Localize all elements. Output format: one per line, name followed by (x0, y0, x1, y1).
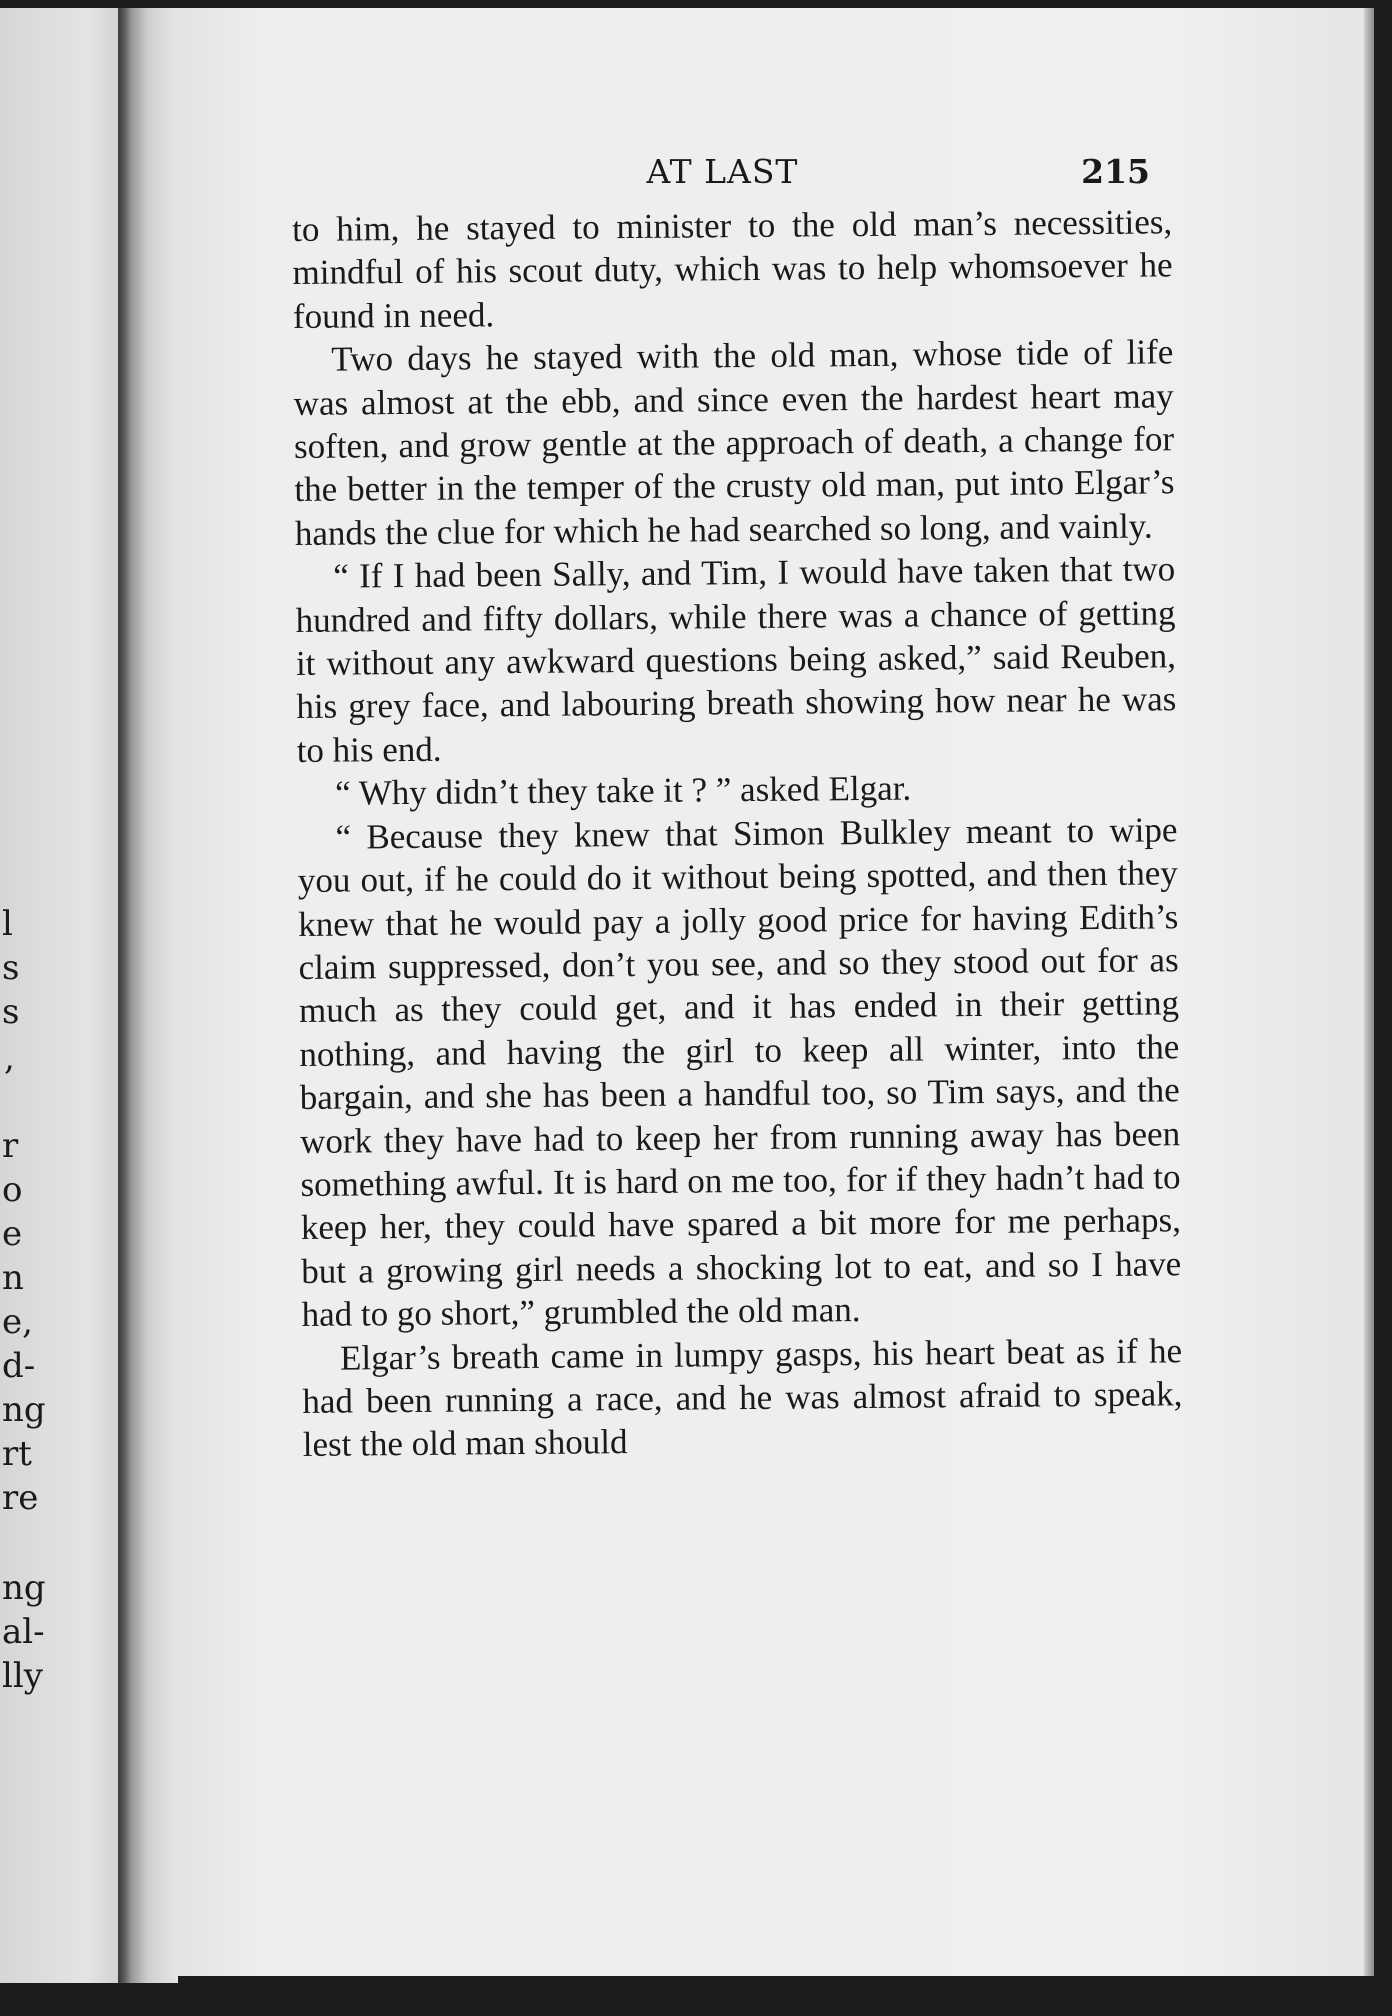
left-fragment: o (2, 1170, 23, 1210)
paragraph: “ If I had been Sally, and Tim, I would have taken that two hundred and fifty dollars, while there was a chance of getting it without any awkward questions being asked,” said Reuben, his grey face, and labouring breath showing how near he was to his end. (295, 549, 1177, 770)
left-page-text-fragments (0, 8, 125, 1983)
left-fragment: e, (2, 1302, 33, 1342)
left-fragment: s (2, 948, 20, 988)
paragraph: Elgar’s breath came in lumpy gasps, his heart beat as if he had been running a race, and he was almost afraid to speak, lest the old man should (302, 1330, 1183, 1465)
paragraph: to him, he stayed to minister to the old man’s necessities, mindful of his scout duty, which was to help whomsoever he found in need. (292, 202, 1173, 336)
left-fragment: l (2, 904, 13, 944)
book-gutter (118, 8, 178, 1983)
left-page-edge (0, 8, 125, 1983)
left-fragment: e (2, 1214, 23, 1254)
paragraph: “ Because they knew that Simon Bulkley meant to wipe you out, if he could do it without being spotted, and then they knew that he would pay a jolly good price for having Edith’s claim suppressed, don’t you see, and so they stood out for as much as they could get, and it has ended in their getting nothing, and having the girl to keep all winter, into the bargain, and she has been a handful too, so Tim says, and the work they have had to keep her from running away has been something awful. It is hard on me too, for if they hadn’t had to keep her, they could have spared a bit more for me perhaps, but a growing girl needs a shocking lot to eat, and so I have had to go short,” grumbled the old man. (297, 809, 1182, 1335)
page-number: 215 (1081, 152, 1150, 191)
left-fragment: re (2, 1478, 39, 1518)
right-page-edge (1364, 8, 1374, 1976)
left-fragment: d- (2, 1346, 36, 1386)
left-fragment: ng (2, 1568, 46, 1608)
page-header (295, 152, 1150, 198)
left-fragment: n (2, 1258, 24, 1298)
left-fragment: rt (2, 1434, 32, 1474)
left-fragment: lly (2, 1656, 43, 1696)
paragraph: “ Why didn’t they take it ? ” asked Elgar. (334, 768, 912, 813)
left-fragment: r (2, 1126, 19, 1166)
paragraph: Two days he stayed with the old man, whose tide of life was almost at the ebb, and since even the hardest heart may soften, and grow gentle at the approach of death, a change for the better in the temper of the crusty old man, put into Elgar’s hands the clue for which he had searched so long, and vainly. (293, 332, 1175, 553)
body-text (292, 200, 1185, 1658)
left-fragment: s (2, 992, 20, 1032)
left-fragment: , (4, 1038, 15, 1078)
left-fragment: ng (2, 1390, 46, 1430)
running-head: AT LAST (646, 152, 799, 191)
left-fragment: al- (2, 1612, 45, 1652)
